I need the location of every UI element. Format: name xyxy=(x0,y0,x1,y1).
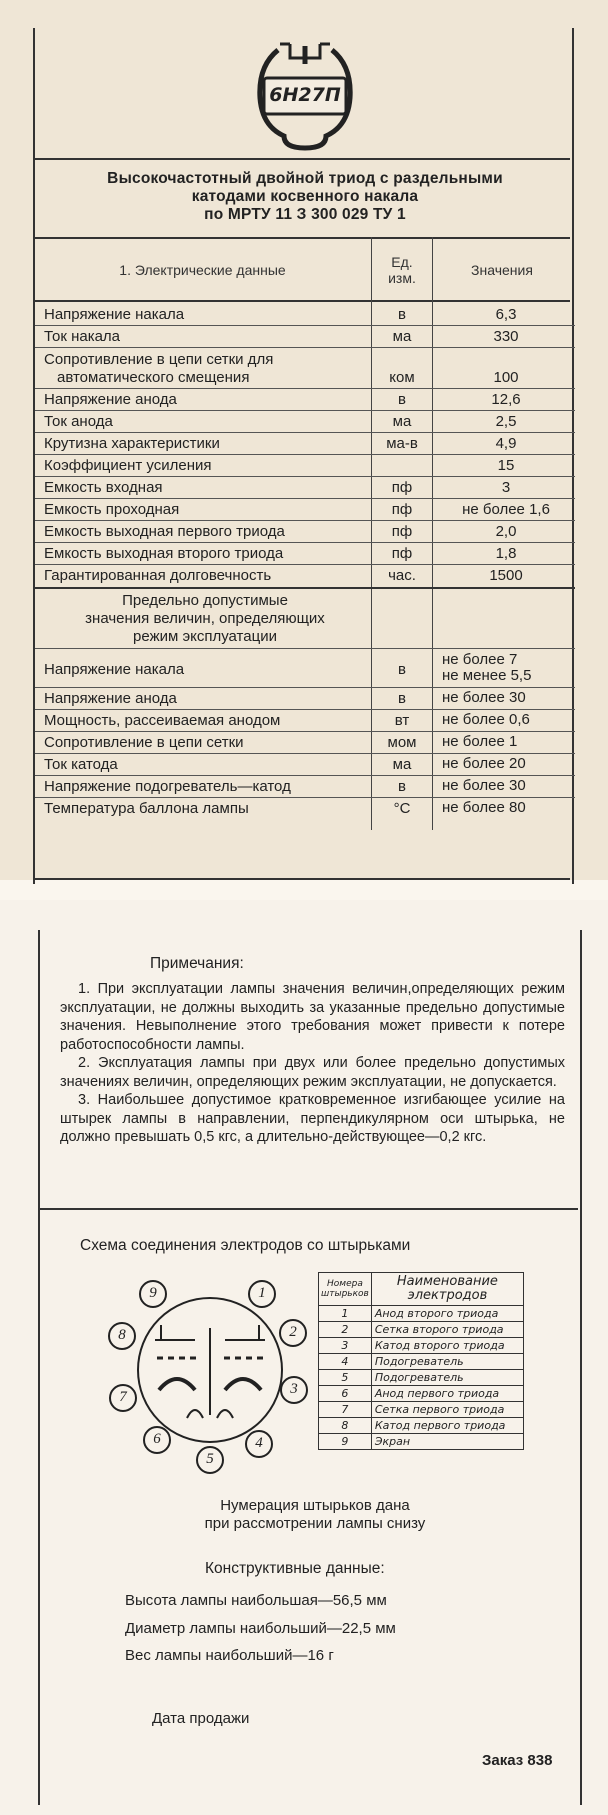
notes-body xyxy=(60,980,565,1147)
pin-numbering-note: Нумерация штырьков дана при рассмотрении лампы снизу xyxy=(204,1497,426,1532)
table-row: 5 Подогреватель xyxy=(319,1370,524,1386)
limits-title: Предельно допустимые значения величин, определяющих режим эксплуатации xyxy=(85,592,325,645)
num-header: Номера штырьков xyxy=(319,1273,372,1306)
param-header: 1. Электрические данные xyxy=(119,262,286,278)
title-top-rule xyxy=(33,158,570,160)
tube-socket-icon xyxy=(95,1270,315,1480)
table-header xyxy=(35,240,570,300)
pin-label: 2 xyxy=(289,1324,297,1340)
pin-label: 6 xyxy=(153,1431,161,1447)
table-row: 1 Анод второго триода xyxy=(319,1306,524,1322)
table-row: 6 Анод первого триода xyxy=(319,1386,524,1402)
pin-label: 1 xyxy=(258,1285,266,1301)
pin-label: 8 xyxy=(118,1327,126,1343)
electrode-table xyxy=(318,1272,524,1450)
table-row: 9 Экран xyxy=(319,1434,524,1450)
construction-height: Высота лампы наибольшая—56,5 мм xyxy=(125,1592,387,1609)
unit-header: Ед. изм. xyxy=(388,254,416,286)
table-row: Напряжение накала в не более 7 не менее 5,5 xyxy=(44,651,532,684)
construction-weight: Вес лампы наибольший—16 г xyxy=(125,1647,334,1664)
document-title: Высокочастотный двойной триод с раздельными катодами косвенного накала по МРТУ 11 З 300 029 ТУ 1 xyxy=(107,170,503,223)
header-bottom-rule xyxy=(33,300,570,302)
table-row: Сопротивление в цепи сетки для автоматического смещения ком 100 xyxy=(44,351,519,386)
tube-logo xyxy=(250,36,360,156)
notes-title: Примечания: xyxy=(150,955,244,972)
sale-date-label: Дата продажи xyxy=(152,1710,250,1727)
table-row: 8 Катод первого триода xyxy=(319,1418,524,1434)
notes-bottom-rule xyxy=(38,1208,578,1210)
pin-diagram xyxy=(95,1270,315,1480)
scheme-title: Схема соединения электродов со штырьками xyxy=(80,1237,411,1254)
page-1-bottom-rule xyxy=(33,878,570,880)
construction-diameter: Диаметр лампы наибольший—22,5 мм xyxy=(125,1620,396,1637)
pin-label: 3 xyxy=(290,1381,298,1397)
construction-title: Конструктивные данные: xyxy=(205,1560,385,1577)
pin-label: 7 xyxy=(119,1389,127,1405)
note-2: 2. Эксплуатация лампы при двух или более предельно допустимых значениях величин, определяющих режим эксплуатации, не допускается. xyxy=(60,1055,565,1090)
pin-label: 5 xyxy=(206,1451,214,1467)
table-row: 7 Сетка первого триода xyxy=(319,1402,524,1418)
value-header: Значения xyxy=(471,262,533,278)
name-header: Наименование электродов xyxy=(371,1273,523,1306)
order-number: Заказ 838 xyxy=(482,1752,553,1769)
table-row: 4 Подогреватель xyxy=(319,1354,524,1370)
table-row: 2 Сетка второго триода xyxy=(319,1322,524,1338)
table-row: 3 Катод второго триода xyxy=(319,1338,524,1354)
tube-model: 6Н27П xyxy=(269,84,341,106)
header-top-rule xyxy=(33,237,570,239)
note-1: 1. При эксплуатации лампы значения величин,определяющих режим эксплуатации, не должны выходить за указанные предельно допустимые значения. Невыполнение этого требования может привести к потере работоспособности лампы. xyxy=(60,981,565,1053)
note-3: 3. Наибольшее допустимое кратковременное изгибающее усилие на штырек лампы в направлении, перпендикулярном оси штырька, не должно превышать 0,5 кгс, а длительно-действующее—0,2 кгс. xyxy=(60,1092,565,1145)
pin-label: 4 xyxy=(255,1435,263,1451)
pin-label: 9 xyxy=(149,1285,157,1301)
